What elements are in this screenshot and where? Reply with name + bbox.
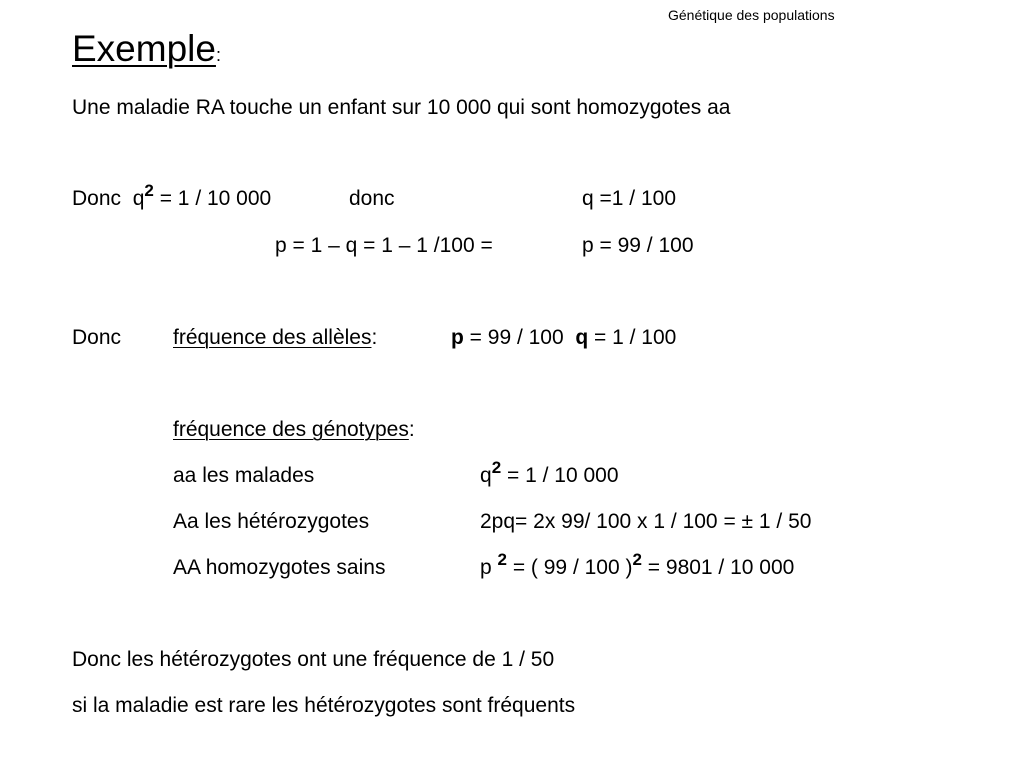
genotype-row-AA-expr (480, 550, 795, 579)
step2-calc: p = 1 – q = 1 – 1 /100 = (275, 234, 493, 257)
genotypes-label-line (173, 419, 415, 440)
AA-exponent: 2 (497, 550, 507, 569)
genotype-row-aa-expr (480, 458, 619, 487)
step1-equation: = 1 / 10 000 (159, 187, 272, 210)
alleles-colon: : (371, 326, 378, 349)
step1-q: q (132, 187, 145, 210)
genotype-row-Aa-expr: 2pq= 2x 99/ 100 x 1 / 100 = ± 1 / 50 (480, 510, 812, 533)
genotypes-colon: : (408, 418, 415, 441)
alleles-label-line (173, 327, 377, 348)
AA-mid: = ( 99 / 100 ) (506, 556, 633, 579)
genotype-row-Aa-name: Aa les hétérozygotes (173, 510, 370, 533)
genotype-row-AA-name: AA homozygotes sains (173, 556, 386, 579)
p-value: = 99 / 100 (469, 326, 564, 349)
aa-value: = 1 / 10 000 (507, 464, 619, 487)
AA-symbol: p (480, 556, 498, 579)
step1-donc2: donc (349, 187, 395, 210)
step1-donc: Donc (72, 187, 122, 210)
AA-value: = 9801 / 10 000 (641, 556, 795, 579)
step1-line (72, 181, 272, 210)
step1-result: q =1 / 100 (582, 187, 676, 210)
intro-line: Une maladie RA touche un enfant sur 10 000 qui sont homozygotes aa (72, 96, 731, 119)
genotypes-label: fréquence des génotypes (173, 418, 409, 441)
step2-result: p = 99 / 100 (582, 234, 694, 257)
slide-header: Génétique des populations (668, 7, 835, 23)
p-symbol: p (451, 326, 464, 349)
alleles-label: fréquence des allèles (173, 326, 372, 349)
genotype-row-aa-name: aa les malades (173, 464, 315, 487)
step1-exponent: 2 (144, 181, 154, 200)
aa-symbol: q (480, 464, 492, 487)
q-symbol: q (575, 326, 589, 349)
aa-exponent: 2 (491, 458, 502, 477)
q-value: = 1 / 100 (594, 326, 677, 349)
conclusion-line-1: Donc les hétérozygotes ont une fréquence de 1 / 50 (72, 648, 555, 671)
conclusion-line-2: si la maladie est rare les hétérozygotes sont fréquents (72, 694, 576, 717)
title-colon: : (215, 45, 221, 65)
alleles-values (451, 327, 676, 348)
title-text: Exemple (72, 28, 216, 69)
slide-title (72, 30, 221, 67)
AA-exponent-2: 2 (632, 550, 642, 569)
alleles-donc: Donc (72, 326, 122, 349)
